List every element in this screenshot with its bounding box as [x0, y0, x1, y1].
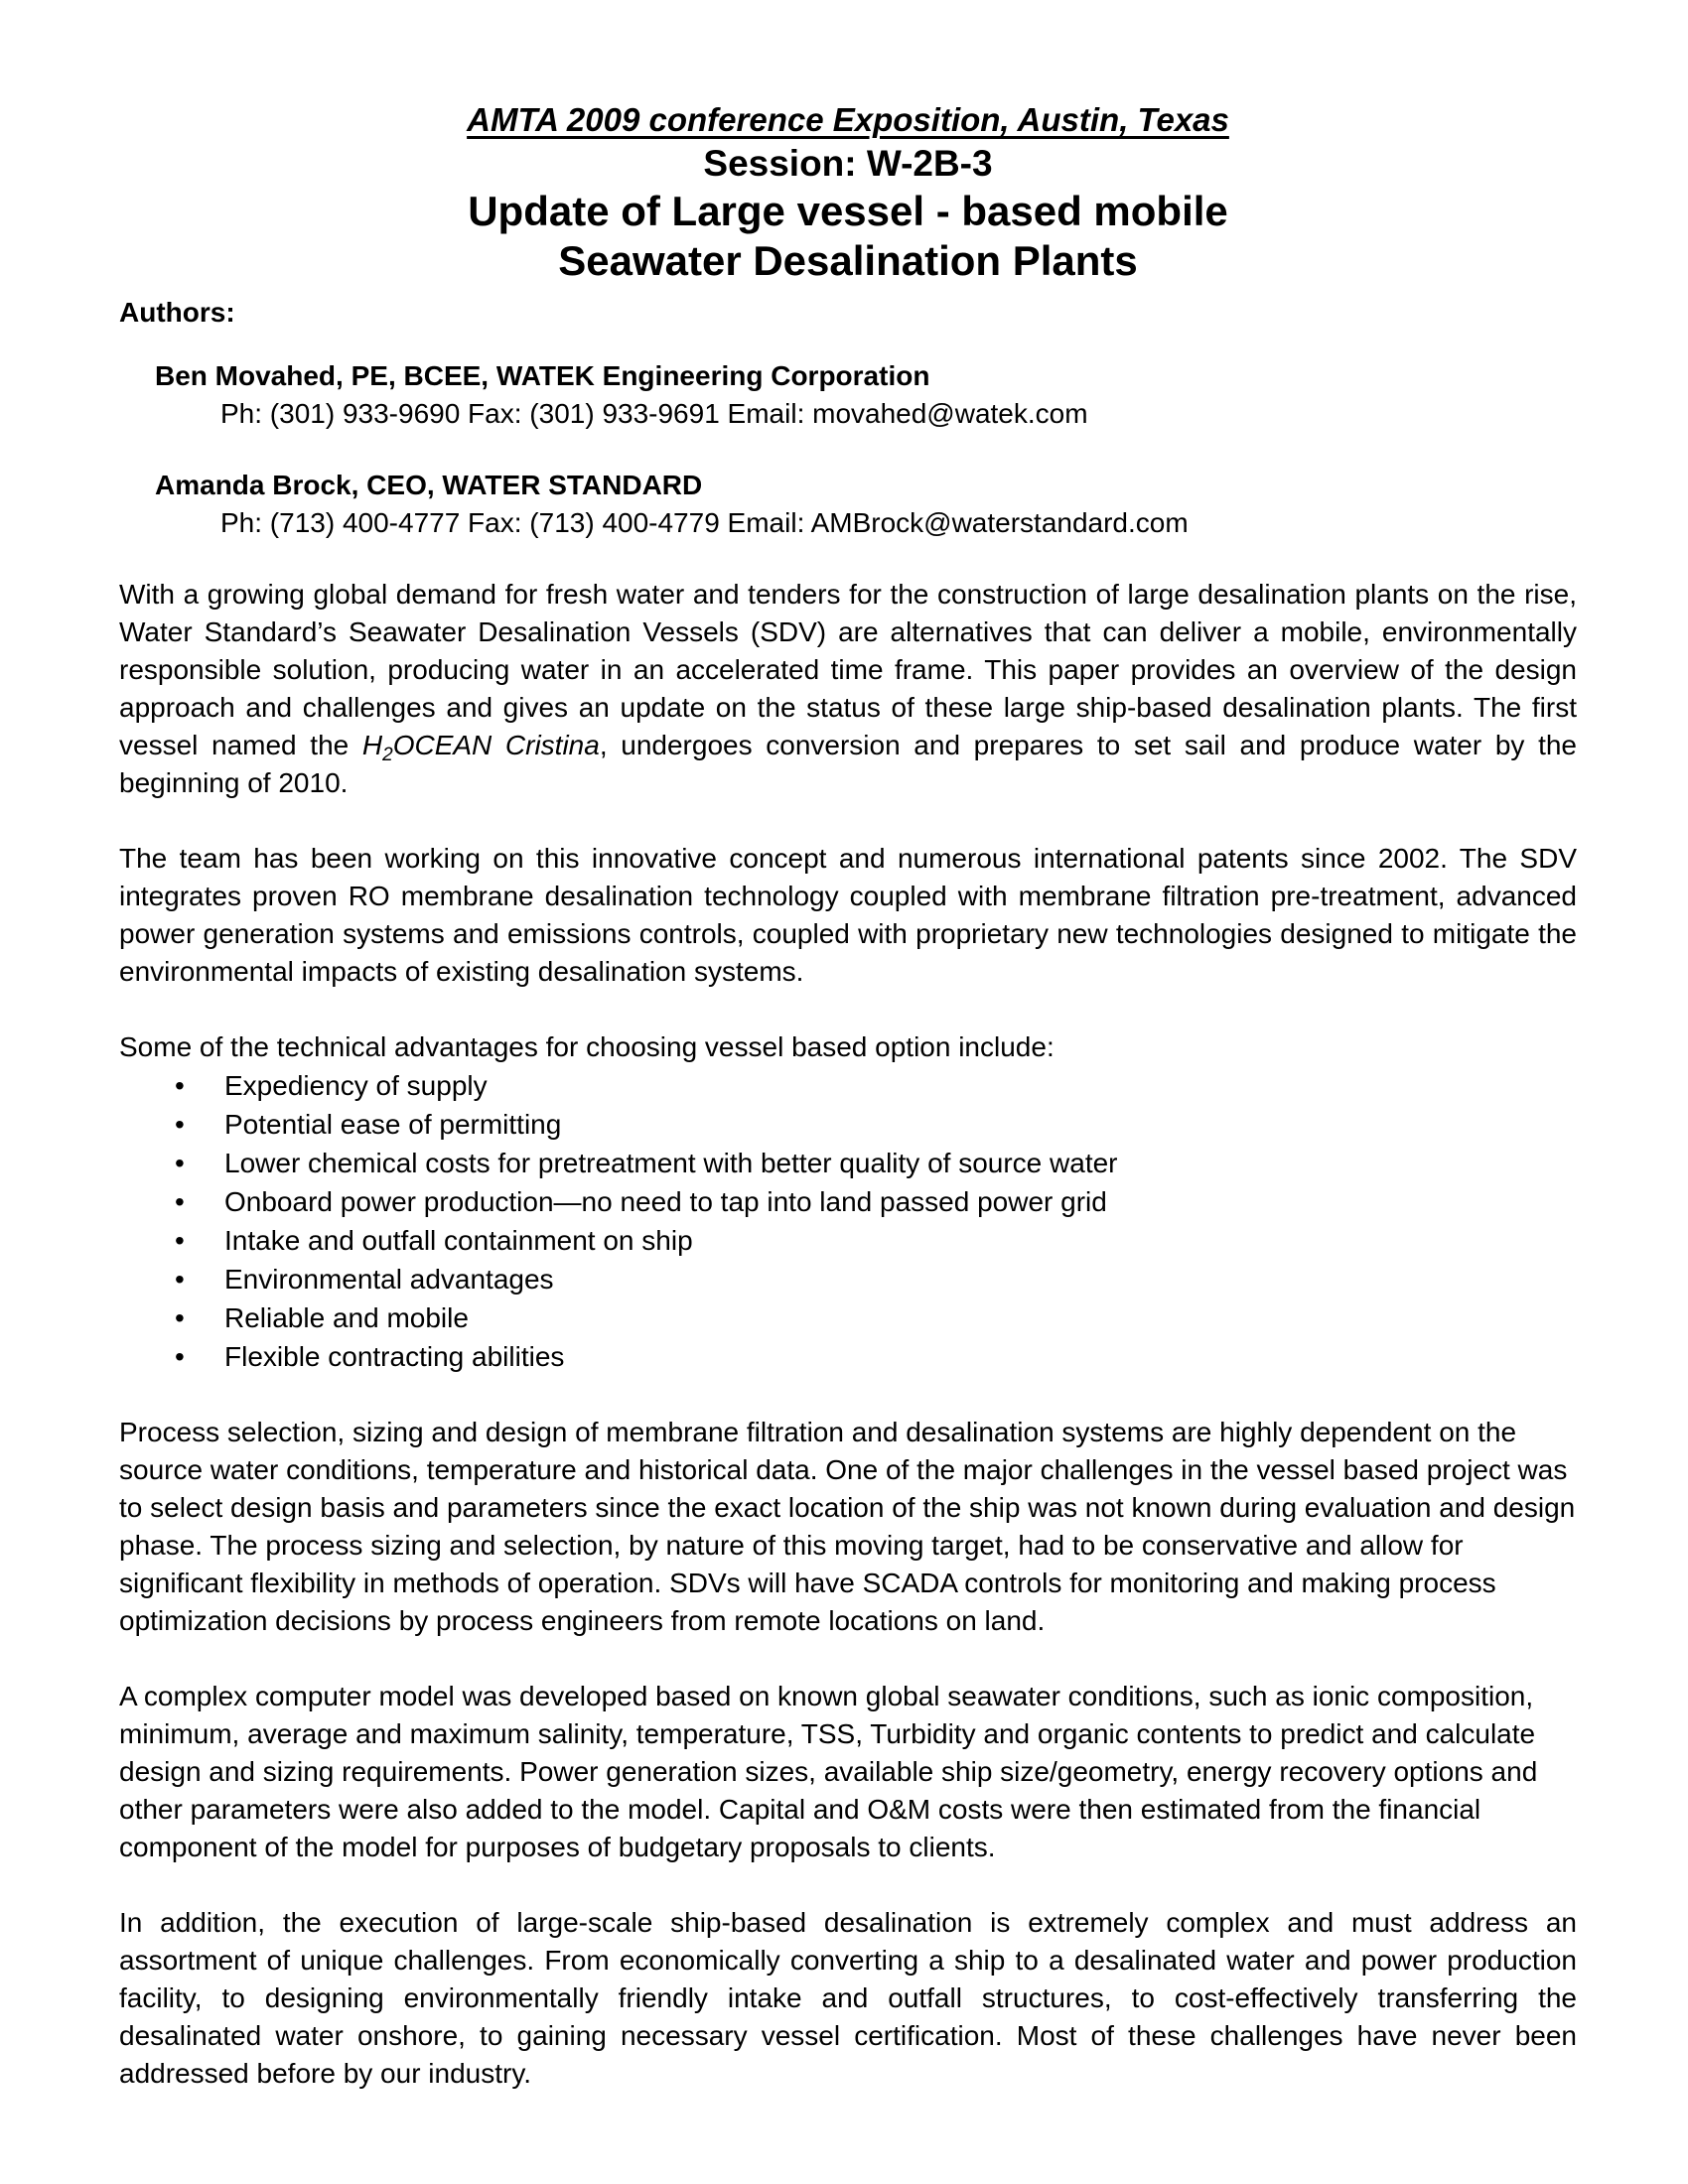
paragraph-computer-model: A complex computer model was developed based on known global seawater conditions, such as ionic composition, minimum, average and maximum salinity, temperature, TSS, Turbidity and organic contents to predict and calculate design and sizing requirements. Power generation sizes, available ship size/geometry, energy recovery options and other parameters were also added to the model. Capital and O&M costs were then estimated from the financial component of the model for purposes of budgetary proposals to clients.: [119, 1681, 1538, 1862]
paragraph-team-concept: The team has been working on this innovative concept and numerous international patents since 2002. The SDV integrates proven RO membrane desalination technology coupled with membrane filtration pre-treatment, advanced power generation systems and emissions controls, coupled with proprietary new technologies designed to mitigate the environmental impacts of existing desalination systems.: [119, 843, 1577, 987]
vessel-name-prefix: H: [361, 730, 383, 760]
session-label: Session: W-2B-3: [703, 143, 993, 184]
paragraph-abstract-intro: [119, 576, 1577, 802]
author-block-2: [155, 467, 1577, 542]
conference-title: [119, 99, 1577, 141]
conference-title-text: AMTA 2009 conference Exposition, Austin, Texas: [467, 101, 1229, 138]
list-item: • Potential ease of permitting: [224, 1105, 1577, 1144]
list-item: • Onboard power production—no need to tap into land passed power grid: [224, 1182, 1577, 1221]
advantages-list: [119, 1066, 1577, 1376]
vessel-name-subscript: 2: [382, 745, 393, 765]
paragraph-text: , undergoes conversion and prepares to set sail and produce water by the beginning of 2010.: [119, 730, 1577, 798]
paragraph-challenges: In addition, the execution of large-scale ship-based desalination is extremely complex and must address an assortment of unique challenges. From economically converting a ship to a desalinated water and power production facility, to designing environmentally friendly intake and outfall structures, to cost-effectively transferring the desalinated water onshore, to gaining necessary vessel certification. Most of these challenges have never been addressed before by our industry.: [119, 1907, 1577, 2089]
list-item: • Expediency of supply: [224, 1066, 1577, 1105]
author-contact: Ph: (301) 933-9690 Fax: (301) 933-9691 Email: movahed@watek.com: [220, 398, 1088, 429]
bullet-list-intro: Some of the technical advantages for choosing vessel based option include:: [119, 1031, 1055, 1062]
paragraph-text: With a growing global demand for fresh water and tenders for the construction of large desalination plants on the rise, Water Standard’s Seawater Desalination Vessels (SDV) are alternatives that can deliver a mobile, environmentally responsible solution, producing water in an accelerated time frame. This paper provides an overview of the design approach and challenges and gives an update on the status of these large ship-based desalination plants. The first vessel named the: [119, 579, 1577, 760]
list-item: • Lower chemical costs for pretreatment with better quality of source water: [224, 1144, 1577, 1182]
paragraph-process-selection: Process selection, sizing and design of membrane filtration and desalination systems are highly dependent on the source water conditions, temperature and historical data. One of the major challenges in the vessel based project was to select design basis and parameters since the exact location of the ship was not known during evaluation and design phase. The process sizing and selection, by nature of this moving target, had to be conservative and allow for significant flexibility in methods of operation. SDVs will have SCADA controls for monitoring and making process optimization decisions by process engineers from remote locations on land.: [119, 1417, 1576, 1636]
paper-title-line1: Update of Large vessel - based mobile: [468, 188, 1228, 234]
vessel-name: [361, 730, 600, 765]
author-contact: Ph: (713) 400-4777 Fax: (713) 400-4779 Email: AMBrock@waterstandard.com: [220, 507, 1189, 538]
list-item: • Environmental advantages: [224, 1260, 1577, 1298]
author-name: Ben Movahed, PE, BCEE, WATEK Engineering Corporation: [155, 360, 930, 391]
list-item: • Intake and outfall containment on ship: [224, 1221, 1577, 1260]
paper-title-line2: Seawater Desalination Plants: [558, 237, 1138, 284]
list-item: • Reliable and mobile: [224, 1298, 1577, 1337]
author-block-1: [155, 357, 1577, 433]
list-item: • Flexible contracting abilities: [224, 1337, 1577, 1376]
author-name: Amanda Brock, CEO, WATER STANDARD: [155, 470, 703, 500]
authors-label: Authors:: [119, 297, 235, 328]
vessel-name-rest: OCEAN Cristina: [392, 730, 600, 760]
